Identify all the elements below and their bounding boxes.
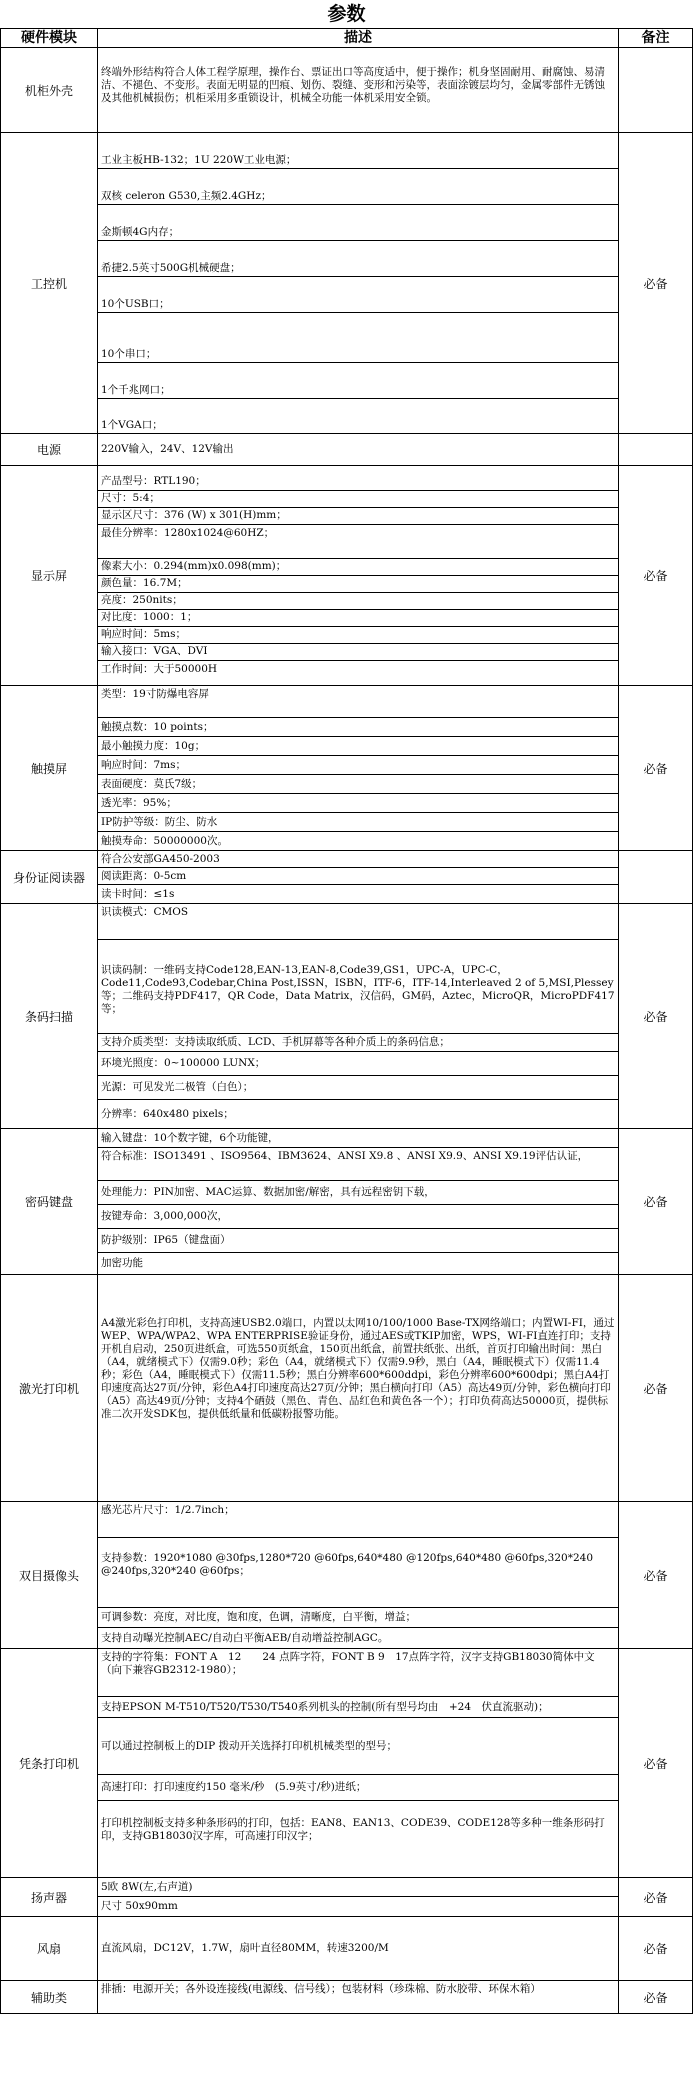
desc-idcard-1: 符合公安部GA450-2003 bbox=[98, 851, 618, 868]
desc-display-9: 响应时间：5ms； bbox=[98, 627, 618, 644]
desc-touch-4: 响应时间：7ms； bbox=[98, 756, 618, 775]
desc-ipc-7: 1个千兆网口； bbox=[98, 363, 618, 399]
note-ipc: 必备 bbox=[619, 133, 693, 434]
desc-receipt-3: 可以通过控制板上的DIP 拨动开关选择打印机机械类型的型号； bbox=[98, 1718, 618, 1775]
spec-table bbox=[0, 28, 693, 2014]
desc-barcode-2: 识读码制：一维码支持Code128,EAN-13,EAN-8,Code39,GS1，UPC-A，UPC-C，Code11,Code93,Codebar,China Post,ISSN，ISBN，ITF-6，ITF-14,Interleaved 2 of 5,MSI,Plessey等；二维码支持PDF417，QR Code，Data Matrix，汉信码，GM码，Aztec，MicroQR，MicroPDF417等； bbox=[98, 940, 618, 1034]
note-pinpad: 必备 bbox=[619, 1129, 693, 1275]
desc-display-11: 工作时间：大于50000H bbox=[101, 662, 218, 675]
desc-display-7: 亮度：250nits； bbox=[98, 593, 618, 610]
desc-barcode-1: 识读模式：CMOS bbox=[98, 904, 618, 940]
desc-pinpad-2: 符合标准：ISO13491 、ISO9564、IBM3624、ANSI X9.8 、ANSI X9.9、ANSI X9.19评估认证， bbox=[98, 1148, 618, 1181]
desc-ipc-5: 10个USB口； bbox=[98, 277, 618, 313]
row-barcode bbox=[1, 904, 693, 1129]
note-aux: 必备 bbox=[619, 1981, 693, 2014]
module-fan: 风扇 bbox=[1, 1917, 98, 1981]
desc-display-2: 尺寸：5:4； bbox=[98, 491, 618, 508]
row-idcard bbox=[1, 851, 693, 904]
row-fan bbox=[1, 1917, 693, 1981]
desc-touch-7: IP防护等级：防尘、防水 bbox=[98, 813, 618, 832]
desc-idcard-2: 阅读距离：0-5cm bbox=[98, 868, 618, 885]
desc-display-10: 输入接口：VGA、DVI bbox=[98, 644, 618, 661]
module-display: 显示屏 bbox=[1, 466, 98, 686]
note-printer: 必备 bbox=[619, 1275, 693, 1502]
module-speaker: 扬声器 bbox=[1, 1878, 98, 1917]
desc-ipc-4: 希捷2.5英寸500G机械硬盘； bbox=[98, 241, 618, 277]
module-camera: 双目摄像头 bbox=[1, 1502, 98, 1649]
desc-pinpad-5: 防护级别：IP65（键盘面） bbox=[98, 1229, 618, 1253]
module-ipc: 工控机 bbox=[1, 133, 98, 434]
desc-receipt-1: 支持的字符集：FONT A 12 24 点阵字符，FONT B 9 17点阵字符，汉字支持GB18030简体中文（向下兼容GB2312-1980）； bbox=[98, 1649, 618, 1697]
module-pinpad: 密码键盘 bbox=[1, 1129, 98, 1275]
row-printer bbox=[1, 1275, 693, 1502]
desc-receipt-2: 支持EPSON M-T510/T520/T530/T540系列机头的控制(所有型号均由 +24 伏直流驱动)； bbox=[98, 1697, 618, 1718]
desc-touch-1: 类型：19寸防爆电容屏 bbox=[98, 686, 618, 718]
desc-printer-1: A4激光彩色打印机，支持高速USB2.0端口，内置以太网10/100/1000 Base-TX网络端口；内置WI-FI，通过WEP、WPA/WPA2、WPA ENTERPRISE验证身份，通过AES或TKIP加密，WPS，WI-FI直连打印；支持开机自启动，250页进纸盒，可选550页纸盒，150页出纸盒，前置扶纸张、出纸，首页打印输出时间：黑白（A4，就绪模式下）仅需9.0秒；彩色（A4，就绪模式下）仅需9.9秒，黑白（A4，睡眠模式下）仅需11.4秒；彩色（A4，睡眠模式下）仅需11.5秒；黑白分辨率600*600ddpi，彩色分辨率600*600dpi；黑白A4打印速度高达27页/分钟，彩色A4打印速度高达27页/分钟；黑白横向打印（A5）高达49页/分钟，彩色横向打印（A5）高达49页/分钟；支持4个硒鼓（黑色、青色、品红色和黄色各一个）；打印负荷高达50000页，提供标准二次开发SDK包，提供低纸量和低碳粉报警功能。 bbox=[101, 1317, 615, 1420]
row-camera bbox=[1, 1502, 693, 1649]
desc-barcode-3: 支持介质类型：支持读取纸质、LCD、手机屏幕等各种介质上的条码信息； bbox=[98, 1034, 618, 1052]
desc-pinpad-1: 输入键盘：10个数字键，6个功能键， bbox=[98, 1129, 618, 1148]
desc-ipc-1: 工业主板HB-132；1U 220W工业电源； bbox=[98, 133, 618, 169]
desc-ipc-6: 10个串口； bbox=[98, 313, 618, 363]
desc-speaker-1: 5欧 8W(左,右声道) bbox=[98, 1878, 618, 1897]
header-desc: 描述 bbox=[98, 29, 619, 48]
header-module: 硬件模块 bbox=[1, 29, 98, 48]
desc-display-3: 显示区尺寸：376 (W) x 301(H)mm； bbox=[98, 508, 618, 525]
desc-barcode-4: 环境光照度：0~100000 LUNX； bbox=[98, 1052, 618, 1076]
desc-barcode-5: 光源：可见发光二极管（白色）； bbox=[98, 1076, 618, 1100]
module-power: 电源 bbox=[1, 434, 98, 466]
desc-touch-8: 触摸寿命：50000000次。 bbox=[101, 834, 228, 847]
desc-display-6: 颜色量：16.7M； bbox=[98, 576, 618, 593]
desc-ipc-3: 金斯顿4G内存； bbox=[98, 205, 618, 241]
desc-display-5: 像素大小：0.294(mm)x0.098(mm)； bbox=[98, 559, 618, 576]
note-fan: 必备 bbox=[619, 1917, 693, 1981]
desc-camera-4: 支持自动曝光控制AEC/自动白平衡AEB/自动增益控制AGC。 bbox=[101, 1631, 389, 1644]
row-power bbox=[1, 434, 693, 466]
row-speaker bbox=[1, 1878, 693, 1917]
desc-camera-1: 感光芯片尺寸：1/2.7inch； bbox=[98, 1502, 618, 1538]
row-display bbox=[1, 466, 693, 686]
desc-idcard-3: 读卡时间：≤1s bbox=[101, 887, 175, 900]
note-idcard bbox=[619, 851, 693, 904]
desc-camera-3: 可调参数：亮度，对比度，饱和度，色调，清晰度，白平衡，增益； bbox=[98, 1608, 618, 1628]
desc-touch-2: 触摸点数：10 points； bbox=[98, 718, 618, 737]
header-note: 备注 bbox=[619, 29, 693, 48]
desc-ipc-2: 双核 celeron G530,主频2.4GHz； bbox=[98, 169, 618, 205]
module-idcard: 身份证阅读器 bbox=[1, 851, 98, 904]
desc-display-8: 对比度：1000：1； bbox=[98, 610, 618, 627]
desc-cabinet-1: 终端外形结构符合人体工程学原理，操作台、票证出口等高度适中，便于操作；机身坚固耐用、耐腐蚀、易清洁、不褪色、不变形。表面无明显的凹痕、划伤、裂缝、变形和污染等，表面涂镀层均匀，金属零部件无锈蚀及其他机械损伤；机柜采用多重锁设计，机械全功能一体机采用安全锁。 bbox=[101, 66, 605, 104]
note-touch: 必备 bbox=[619, 686, 693, 851]
note-camera: 必备 bbox=[619, 1502, 693, 1649]
module-aux: 辅助类 bbox=[1, 1981, 98, 2014]
desc-receipt-5: 打印机控制板支持多种条形码的打印，包括：EAN8、EAN13、CODE39、CODE128等多种一维条形码打印，支持GB18030汉字库，可高速打印汉字； bbox=[101, 1817, 605, 1842]
desc-power-1: 220V输入，24V、12V输出 bbox=[101, 443, 234, 455]
row-touch bbox=[1, 686, 693, 851]
row-ipc bbox=[1, 133, 693, 434]
desc-ipc-8: 1个VGA口； bbox=[101, 419, 163, 431]
desc-display-1: 产品型号：RTL190； bbox=[98, 474, 618, 491]
page-title: 参数 bbox=[327, 3, 366, 25]
note-cabinet bbox=[619, 48, 693, 133]
note-speaker: 必备 bbox=[619, 1878, 693, 1917]
module-printer: 激光打印机 bbox=[1, 1275, 98, 1502]
note-barcode: 必备 bbox=[619, 904, 693, 1129]
desc-speaker-2: 尺寸 50x90mm bbox=[101, 1900, 178, 1912]
row-aux bbox=[1, 1981, 693, 2014]
module-touch: 触摸屏 bbox=[1, 686, 98, 851]
desc-fan-1: 直流风扇，DC12V，1.7W，扇叶直径80MM，转速3200/M bbox=[101, 1942, 389, 1954]
note-display: 必备 bbox=[619, 466, 693, 686]
desc-pinpad-3: 处理能力：PIN加密、MAC运算、数据加密/解密，具有远程密钥下载， bbox=[98, 1181, 618, 1205]
desc-touch-3: 最小触摸力度：10g； bbox=[98, 737, 618, 756]
module-barcode: 条码扫描 bbox=[1, 904, 98, 1129]
desc-receipt-4: 高速打印：打印速度约150 毫米/秒 (5.9英寸/秒)进纸； bbox=[98, 1775, 618, 1801]
desc-camera-2: 支持参数：1920*1080 @30fps,1280*720 @60fps,640*480 @120fps,640*480 @60fps,320*240 @240fps,320*240 @60fps； bbox=[98, 1538, 618, 1608]
desc-pinpad-6: 加密功能 bbox=[101, 1257, 143, 1269]
desc-aux-1: 排插：电源开关；各外设连接线(电源线、信号线）；包装材料（珍珠棉、防水胶带、环保木箱） bbox=[101, 1983, 541, 1995]
table-header-row bbox=[1, 29, 693, 48]
desc-pinpad-4: 按键寿命：3,000,000次， bbox=[98, 1205, 618, 1229]
desc-display-4: 最佳分辨率：1280x1024@60HZ； bbox=[98, 525, 618, 559]
note-receipt: 必备 bbox=[619, 1649, 693, 1878]
row-receipt bbox=[1, 1649, 693, 1878]
desc-touch-5: 表面硬度：莫氏7级； bbox=[98, 775, 618, 794]
row-pinpad bbox=[1, 1129, 693, 1275]
note-power bbox=[619, 434, 693, 466]
row-cabinet bbox=[1, 48, 693, 133]
module-receipt: 凭条打印机 bbox=[1, 1649, 98, 1878]
module-cabinet: 机柜外壳 bbox=[1, 48, 98, 133]
desc-touch-6: 透光率：95%； bbox=[98, 794, 618, 813]
desc-barcode-6: 分辨率：640x480 pixels； bbox=[101, 1107, 234, 1120]
